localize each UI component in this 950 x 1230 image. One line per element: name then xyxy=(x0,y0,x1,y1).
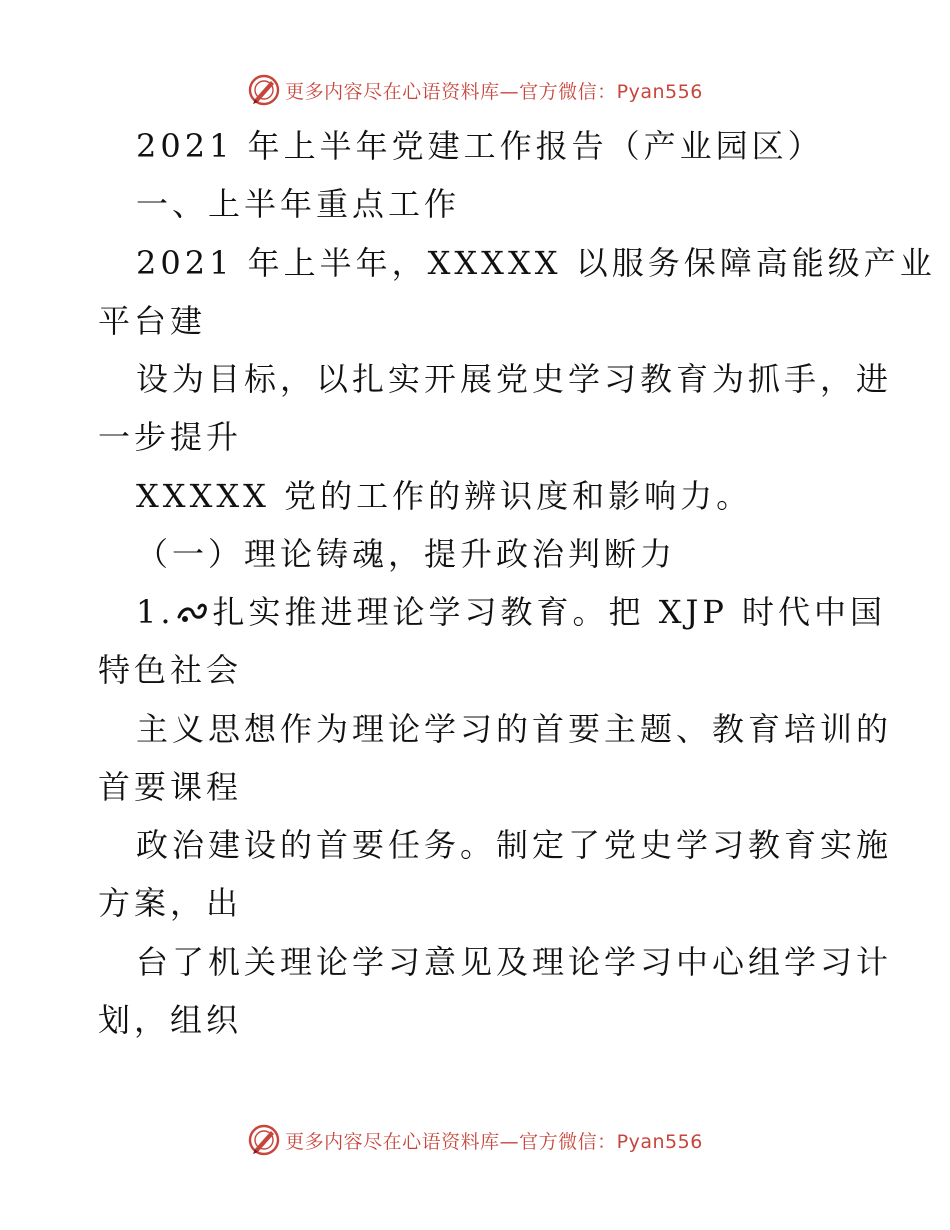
paragraph-line: XXXXX 党的工作的辨识度和影响力。 xyxy=(136,477,753,515)
paragraph-line: 台了机关理论学习意见及理论学习中心组学习计 xyxy=(136,943,893,981)
section-heading: 一、上半年重点工作 xyxy=(136,185,461,223)
pen-seal-logo-icon xyxy=(247,1123,281,1157)
watermark-text: 更多内容尽在心语资料库—官方微信：Pyan556 xyxy=(285,1130,703,1153)
numbered-item-line xyxy=(136,592,886,632)
paragraph-line: 一步提升 xyxy=(98,418,243,456)
watermark-text: 更多内容尽在心语资料库—官方微信：Pyan556 xyxy=(285,80,703,103)
item-text: 扎实推进理论学习教育。把 XJP 时代中国 xyxy=(212,593,887,631)
paragraph-line: 平台建 xyxy=(98,302,207,340)
paragraph-line: 设为目标，以扎实开展党史学习教育为抓手，进 xyxy=(136,360,893,398)
paragraph-line: 特色社会 xyxy=(98,651,243,689)
item-number: 1. xyxy=(136,593,175,631)
paragraph-line: 方案，出 xyxy=(98,884,243,922)
header-watermark xyxy=(0,70,950,110)
decorative-glyph-icon xyxy=(177,592,211,632)
paragraph-line: 划，组织 xyxy=(98,1001,243,1039)
paragraph-line: 首要课程 xyxy=(98,768,243,806)
pen-seal-logo-icon xyxy=(247,73,281,107)
document-title: 2021 年上半年党建工作报告（产业园区） xyxy=(136,127,824,165)
paragraph-line: 政治建设的首要任务。制定了党史学习教育实施 xyxy=(136,826,893,864)
paragraph-line: 2021 年上半年，XXXXX 以服务保障高能级产业 xyxy=(136,244,936,282)
paragraph-line: 主义思想作为理论学习的首要主题、教育培训的 xyxy=(136,710,893,748)
subsection-heading: （一）理论铸魂，提升政治判断力 xyxy=(136,535,677,573)
footer-watermark xyxy=(0,1120,950,1160)
